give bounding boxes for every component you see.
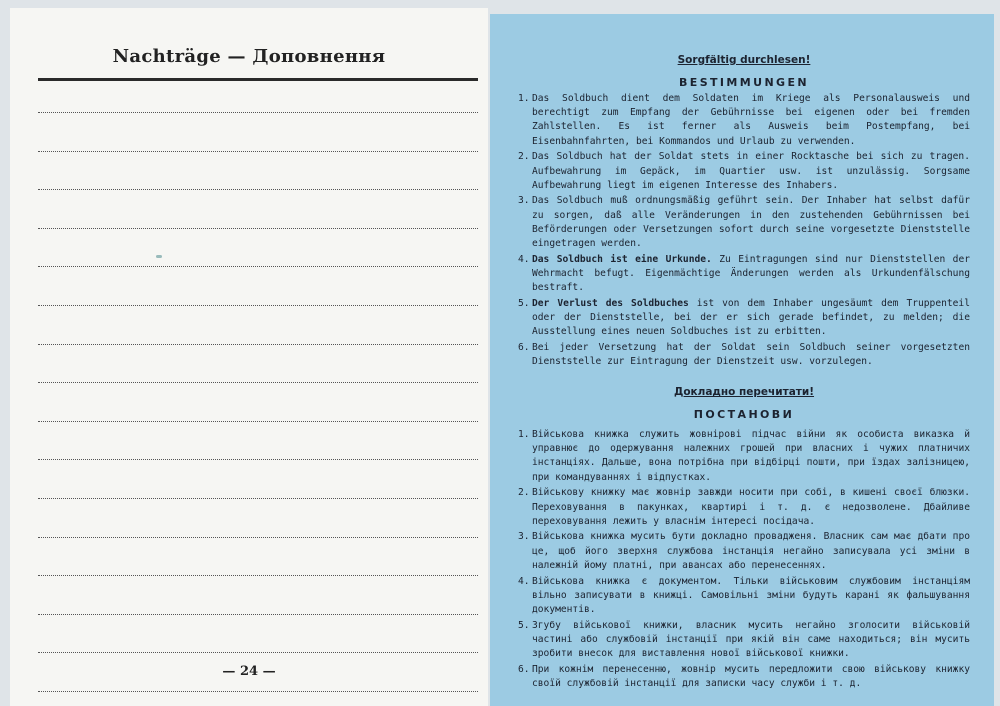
rule-body-text: Bei jeder Versetzung hat der Soldat sein Soldbuch seiner vorgesetzten Dienststelle zur Eintragung der Dienstzeit usw. vorzulegen. [532, 341, 970, 368]
rule-number: 6. [518, 341, 530, 353]
rule-text [532, 150, 970, 193]
rule-body-text: Військову книжку має жовнір завжди носити при собі, в кишені своєї блюзки. Переховування в пакунках, квартирі і т. д. є недозволене. Дбайливе переховування лежить у власнім інтересі посідача. [532, 487, 970, 527]
dotted-line [38, 652, 478, 653]
rule-number: 2. [518, 151, 530, 163]
dotted-line [38, 691, 478, 692]
rule-body-text: Das Soldbuch dient dem Soldaten im Kriege als Personalausweis und berechtigt zum Empfang der Gebührnisse bei eigenen oder bei fremden Zahlstellen. Es ist ferner als Ausweis beim Postempfang, bei Eisenbahnfahrten, bei Kommandos und Urlaub zu verwenden. [532, 93, 970, 147]
rule-body-text: Das Soldbuch muß ordnungsmäßig geführt sein. Der Inhaber hat selbst dafür zu sorgen, daß alle Veränderungen in den zustehenden Gebührnissen bei Beförderungen oder Versetzungen sofort durch seine vorgesetzte Dienststelle eingetragen werden. [532, 195, 970, 250]
rule-body-text: Військова книжка мусить бути докладно провадженя. Власник сам має дбати про це, щоб його зверхня службова інстанція негайно записувала усі зміни в належній йому платні, при авансах або перенесеннях. [532, 531, 970, 571]
rule-number: 4. [518, 253, 530, 265]
rule-text [532, 663, 970, 691]
ua-rules-list [518, 428, 970, 693]
dotted-line [38, 305, 478, 306]
right-page [490, 14, 994, 706]
rule-item [518, 341, 970, 369]
rule-item [518, 619, 970, 662]
rule-body-text: Військова книжка служить жовнірові підчас війни як особиста виказка й управнює до одержування належних грошей при власних і чужих платничих інстанціях. Дальше, вона потрібна при відбірці пошти, при їздах залізницею, при командуваннях і відпустках. [532, 429, 970, 483]
dotted-line [38, 228, 478, 229]
rule-item [518, 428, 970, 485]
dotted-line [38, 459, 478, 460]
rule-body-text: Das Soldbuch hat der Soldat stets in einer Rocktasche bei sich zu tragen. Aufbewahrung im Gepäck, im Quartier usw. ist unzulässig. Sorgsame Aufbewahrung liegt im eigenen Interesse des Inhabers. [532, 151, 970, 191]
dotted-line [38, 421, 478, 422]
rule-item [518, 194, 970, 251]
rule-text [532, 486, 970, 529]
de-title: BESTIMMUNGEN [679, 76, 809, 89]
rule-text [532, 194, 970, 251]
rule-number: 6. [518, 663, 530, 675]
paper-mark [156, 255, 162, 258]
rule-body-text: При кожнім перенесенню, жовнір мусить передложити свою військову книжку своїй службовій інстанції для записки часу служби і т. д. [532, 663, 970, 689]
rule-text [532, 575, 970, 618]
page-number: — 24 — [222, 664, 276, 679]
dotted-line [38, 189, 478, 190]
rule-text [532, 92, 970, 149]
rule-body-text: Військова книжка є документом. Тільки військовим службовим інстанціям вільно записувати в книжці. Самовільні зміни будуть карані як фальшування документів. [532, 575, 970, 615]
rule-body-text: ist von dem Inhaber ungesäumt dem Truppenteil oder der Dienststelle, bei der er sich gerade befindet, zu melden; die Ausstellung eines neuen Soldbuches ist zu erbitten. [532, 297, 970, 338]
de-heading: Sorgfältig durchlesen! [677, 54, 811, 66]
rule-text [532, 619, 970, 662]
page-title: Nachträge — Доповнення [112, 46, 386, 67]
dotted-line [38, 614, 478, 615]
rule-number: 4. [518, 575, 530, 587]
rule-body-text: Zu Eintragungen sind nur Dienststellen der Wehrmacht befugt. Eigenmächtige Änderungen werden als Urkundenfälschung bestraft. [532, 253, 970, 294]
dotted-line [38, 382, 478, 383]
rule-text [532, 297, 970, 340]
dotted-line [38, 151, 478, 152]
rule-item [518, 92, 970, 149]
ua-title: ПОСТАНОВИ [693, 408, 795, 421]
rule-number: 5. [518, 619, 530, 631]
rule-number: 1. [518, 429, 530, 440]
rule-text [532, 341, 970, 369]
ua-heading: Докладно перечитати! [673, 386, 815, 398]
rule-item [518, 253, 970, 296]
rule-bold-text: Das Soldbuch ist eine Urkunde. [532, 253, 712, 265]
rule-item [518, 575, 970, 618]
rule-number: 1. [518, 93, 530, 104]
dotted-line [38, 112, 478, 113]
de-rules-list [518, 92, 970, 371]
dotted-line [38, 575, 478, 576]
rule-number: 3. [518, 531, 530, 543]
title-rule [38, 78, 478, 81]
dotted-line [38, 537, 478, 538]
rule-item [518, 486, 970, 529]
rule-body-text: Згубу військової книжки, власник мусить негайно зголосити військовій частині або службовій інстанції при якій він саме находиться; він мусить зробити внесок для виставлення нової військової книжки. [532, 619, 970, 660]
rule-number: 3. [518, 195, 530, 207]
dotted-line [38, 498, 478, 499]
rule-item [518, 297, 970, 340]
rule-item [518, 530, 970, 573]
dotted-line [38, 266, 478, 267]
dotted-line [38, 344, 478, 345]
rule-number: 2. [518, 487, 530, 499]
rule-item [518, 663, 970, 691]
rule-text [532, 253, 970, 296]
rule-bold-text: Der Verlust des Soldbuches [532, 297, 689, 309]
rule-number: 5. [518, 297, 530, 309]
left-page [10, 8, 488, 706]
rule-item [518, 150, 970, 193]
rule-text [532, 530, 970, 573]
rule-text [532, 428, 970, 485]
